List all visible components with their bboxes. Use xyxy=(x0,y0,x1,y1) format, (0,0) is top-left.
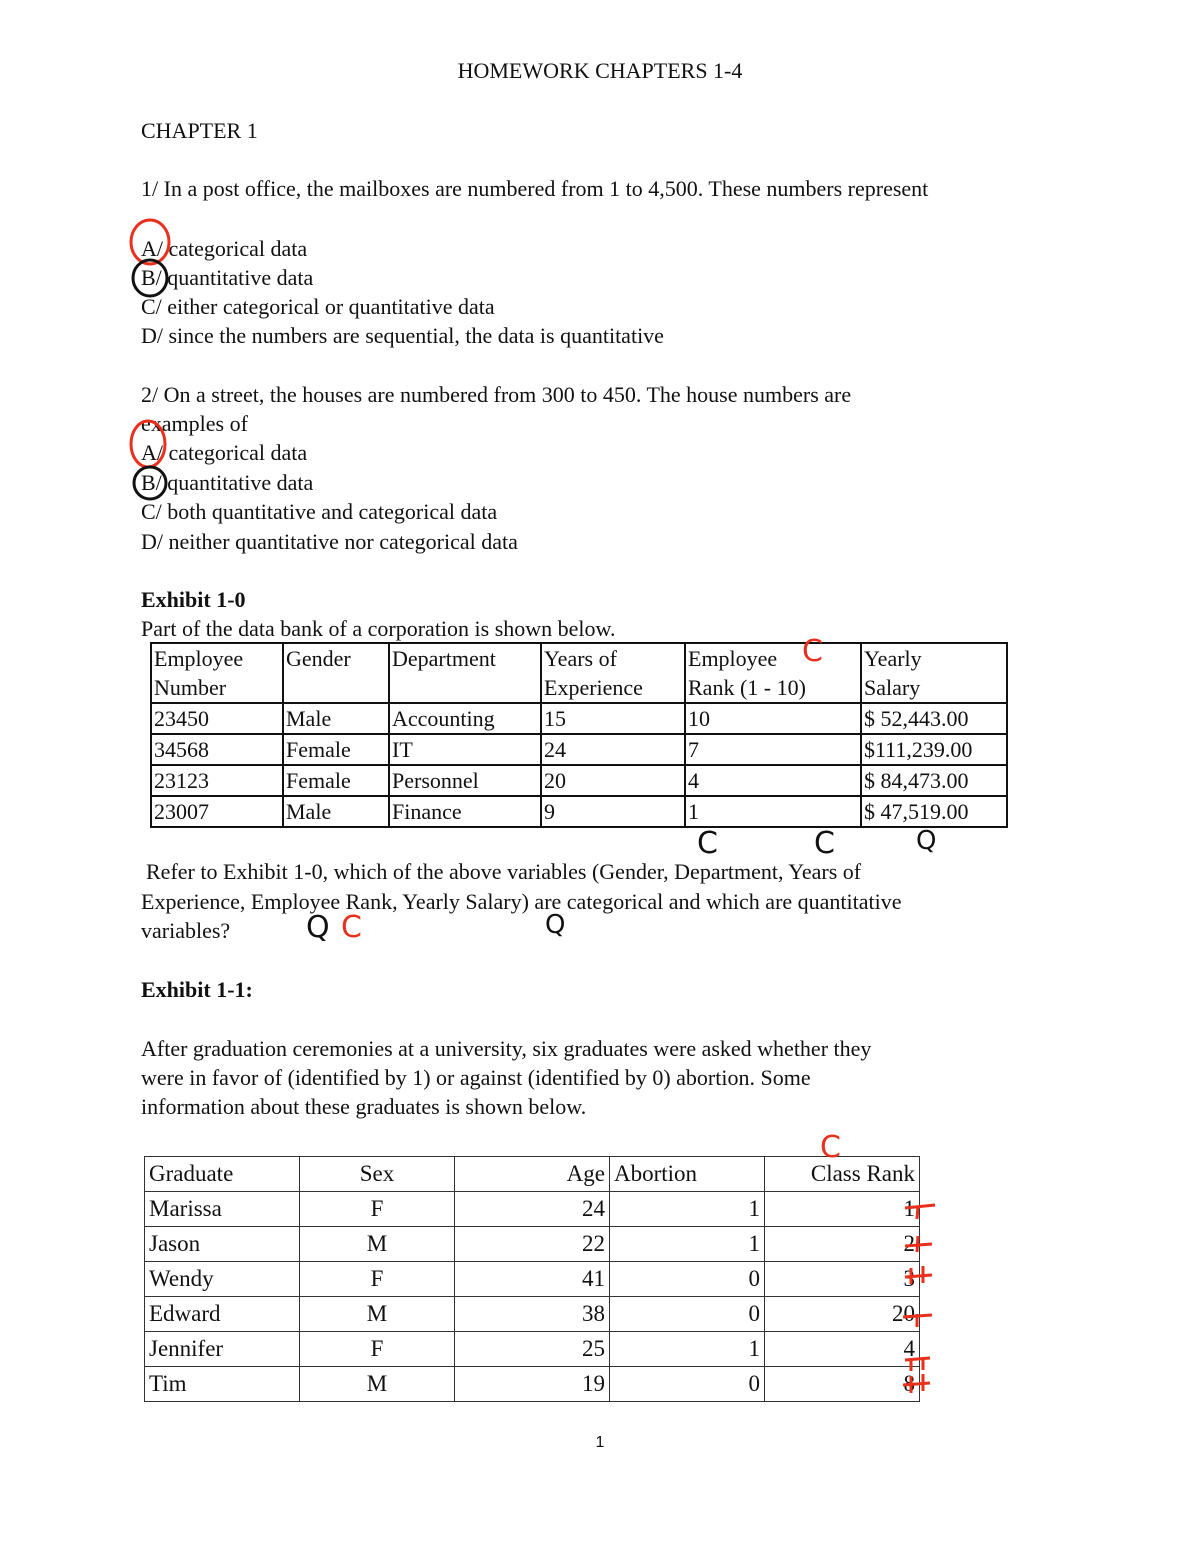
table-cell: 20 xyxy=(765,1297,920,1332)
header-cell: Employee Number xyxy=(151,643,283,703)
exhibit-1-0-intro: Part of the data bank of a corporation is shown below. xyxy=(141,616,616,641)
table-cell: 1 xyxy=(610,1227,765,1262)
question-2-line1: 2/ On a street, the houses are numbered from 300 to 450. The house numbers are xyxy=(141,382,852,407)
table-cell: M xyxy=(300,1227,455,1262)
table-cell: $ 47,519.00 xyxy=(861,796,1007,827)
table-cell: 23450 xyxy=(151,703,283,734)
q2-option-a: A/ categorical data xyxy=(141,440,308,465)
question-1: 1/ In a post office, the mailboxes are numbered from 1 to 4,500. These numbers represent xyxy=(141,176,929,201)
header-cell: Department xyxy=(389,643,541,703)
handwritten-q: Q xyxy=(916,826,937,856)
table-cell: 0 xyxy=(610,1367,765,1402)
table-cell: Wendy xyxy=(145,1262,300,1297)
table-row xyxy=(145,1192,920,1227)
table-cell: 4 xyxy=(685,765,861,796)
q2-option-c: C/ both quantitative and categorical data xyxy=(141,499,498,524)
table-cell: Male xyxy=(283,703,389,734)
table-row xyxy=(145,1367,920,1402)
table-cell: 7 xyxy=(685,734,861,765)
header-cell: Abortion xyxy=(610,1157,765,1192)
header-cell: Sex xyxy=(300,1157,455,1192)
table-cell: 0 xyxy=(610,1297,765,1332)
table-cell: 23007 xyxy=(151,796,283,827)
table-cell: F xyxy=(300,1192,455,1227)
question-2-line2: examples of xyxy=(141,411,248,436)
table-header-row xyxy=(145,1157,920,1192)
q1-option-c: C/ either categorical or quantitative data xyxy=(141,294,495,319)
exhibit-1-1-text-line1: After graduation ceremonies at a university, six graduates were asked whether they xyxy=(141,1036,872,1061)
table-cell: Personnel xyxy=(389,765,541,796)
table-cell: Finance xyxy=(389,796,541,827)
table-cell: 9 xyxy=(541,796,685,827)
table-cell: 1 xyxy=(685,796,861,827)
table-cell: 23123 xyxy=(151,765,283,796)
q1-option-a: A/ categorical data xyxy=(141,236,308,261)
handwritten-q: Q xyxy=(545,910,566,940)
table-cell: IT xyxy=(389,734,541,765)
header-cell: Years of Experience xyxy=(541,643,685,703)
table-cell: Female xyxy=(283,765,389,796)
employee-table xyxy=(150,642,1008,828)
q2-option-d: D/ neither quantitative nor categorical data xyxy=(141,529,518,554)
table-cell: Edward xyxy=(145,1297,300,1332)
header-cell: Employee Rank (1 - 10) xyxy=(685,643,861,703)
table-cell: 4 xyxy=(765,1332,920,1367)
table-cell: 1 xyxy=(610,1192,765,1227)
table-cell: Jason xyxy=(145,1227,300,1262)
q2-option-b: B/ quantitative data xyxy=(141,470,314,495)
q1-option-b: B/ quantitative data xyxy=(141,265,314,290)
header-cell: Class Rank xyxy=(765,1157,920,1192)
q1-option-d: D/ since the numbers are sequential, the data is quantitative xyxy=(141,323,664,348)
table-cell: $ 84,473.00 xyxy=(861,765,1007,796)
table-cell: Female xyxy=(283,734,389,765)
exhibit-1-0-question-line1: Refer to Exhibit 1-0, which of the above variables (Gender, Department, Years of xyxy=(146,859,862,884)
table-row xyxy=(145,1297,920,1332)
chapter-heading: CHAPTER 1 xyxy=(141,118,258,143)
table-cell: 1 xyxy=(765,1192,920,1227)
table-cell: $ 52,443.00 xyxy=(861,703,1007,734)
table-cell: 34568 xyxy=(151,734,283,765)
table-cell: 25 xyxy=(455,1332,610,1367)
exhibit-1-0-question-line2: Experience, Employee Rank, Yearly Salary) are categorical and which are quantitative xyxy=(141,889,902,914)
table-cell: Marissa xyxy=(145,1192,300,1227)
table-cell: 24 xyxy=(541,734,685,765)
handwritten-c-red: C xyxy=(802,634,823,669)
table-cell: M xyxy=(300,1297,455,1332)
table-header-row xyxy=(151,643,1007,703)
table-cell: Jennifer xyxy=(145,1332,300,1367)
table-cell: 19 xyxy=(455,1367,610,1402)
table-cell: 38 xyxy=(455,1297,610,1332)
table-cell: M xyxy=(300,1367,455,1402)
page-title: HOMEWORK CHAPTERS 1-4 xyxy=(457,58,743,83)
table-row xyxy=(151,703,1007,734)
table-cell: 41 xyxy=(455,1262,610,1297)
table-row xyxy=(145,1262,920,1297)
table-cell: 8 xyxy=(765,1367,920,1402)
table-cell: 1 xyxy=(610,1332,765,1367)
handwritten-q-red: Q xyxy=(306,910,330,945)
table-cell: 22 xyxy=(455,1227,610,1262)
header-cell: Graduate xyxy=(145,1157,300,1192)
table-cell: F xyxy=(300,1262,455,1297)
graduates-table xyxy=(144,1156,920,1402)
page-number: 1 xyxy=(595,1434,605,1451)
table-cell: 0 xyxy=(610,1262,765,1297)
exhibit-1-0-question-line3: variables? xyxy=(141,918,231,943)
table-cell: Tim xyxy=(145,1367,300,1402)
table-cell: 10 xyxy=(685,703,861,734)
table-cell: 15 xyxy=(541,703,685,734)
table-row xyxy=(145,1332,920,1367)
table-cell: F xyxy=(300,1332,455,1367)
table-row xyxy=(145,1227,920,1262)
table-cell: 20 xyxy=(541,765,685,796)
header-cell: Age xyxy=(455,1157,610,1192)
handwritten-c-red: C xyxy=(820,1130,841,1165)
table-cell: Accounting xyxy=(389,703,541,734)
table-cell: Male xyxy=(283,796,389,827)
table-row xyxy=(151,765,1007,796)
table-row xyxy=(151,796,1007,827)
exhibit-1-1-text-line2: were in favor of (identified by 1) or against (identified by 0) abortion. Some xyxy=(141,1065,811,1090)
table-cell: 3 xyxy=(765,1262,920,1297)
header-cell: Yearly Salary xyxy=(861,643,1007,703)
exhibit-1-1-text-line3: information about these graduates is shown below. xyxy=(141,1094,587,1119)
table-row xyxy=(151,734,1007,765)
handwritten-c-red: C xyxy=(341,910,362,945)
exhibit-1-1-heading: Exhibit 1-1: xyxy=(141,977,253,1002)
table-cell: $111,239.00 xyxy=(861,734,1007,765)
handwritten-c: C xyxy=(697,826,718,861)
handwritten-c: C xyxy=(814,826,835,861)
exhibit-1-0-heading: Exhibit 1-0 xyxy=(141,587,246,612)
table-cell: 2 xyxy=(765,1227,920,1262)
header-cell: Gender xyxy=(283,643,389,703)
table-cell: 24 xyxy=(455,1192,610,1227)
